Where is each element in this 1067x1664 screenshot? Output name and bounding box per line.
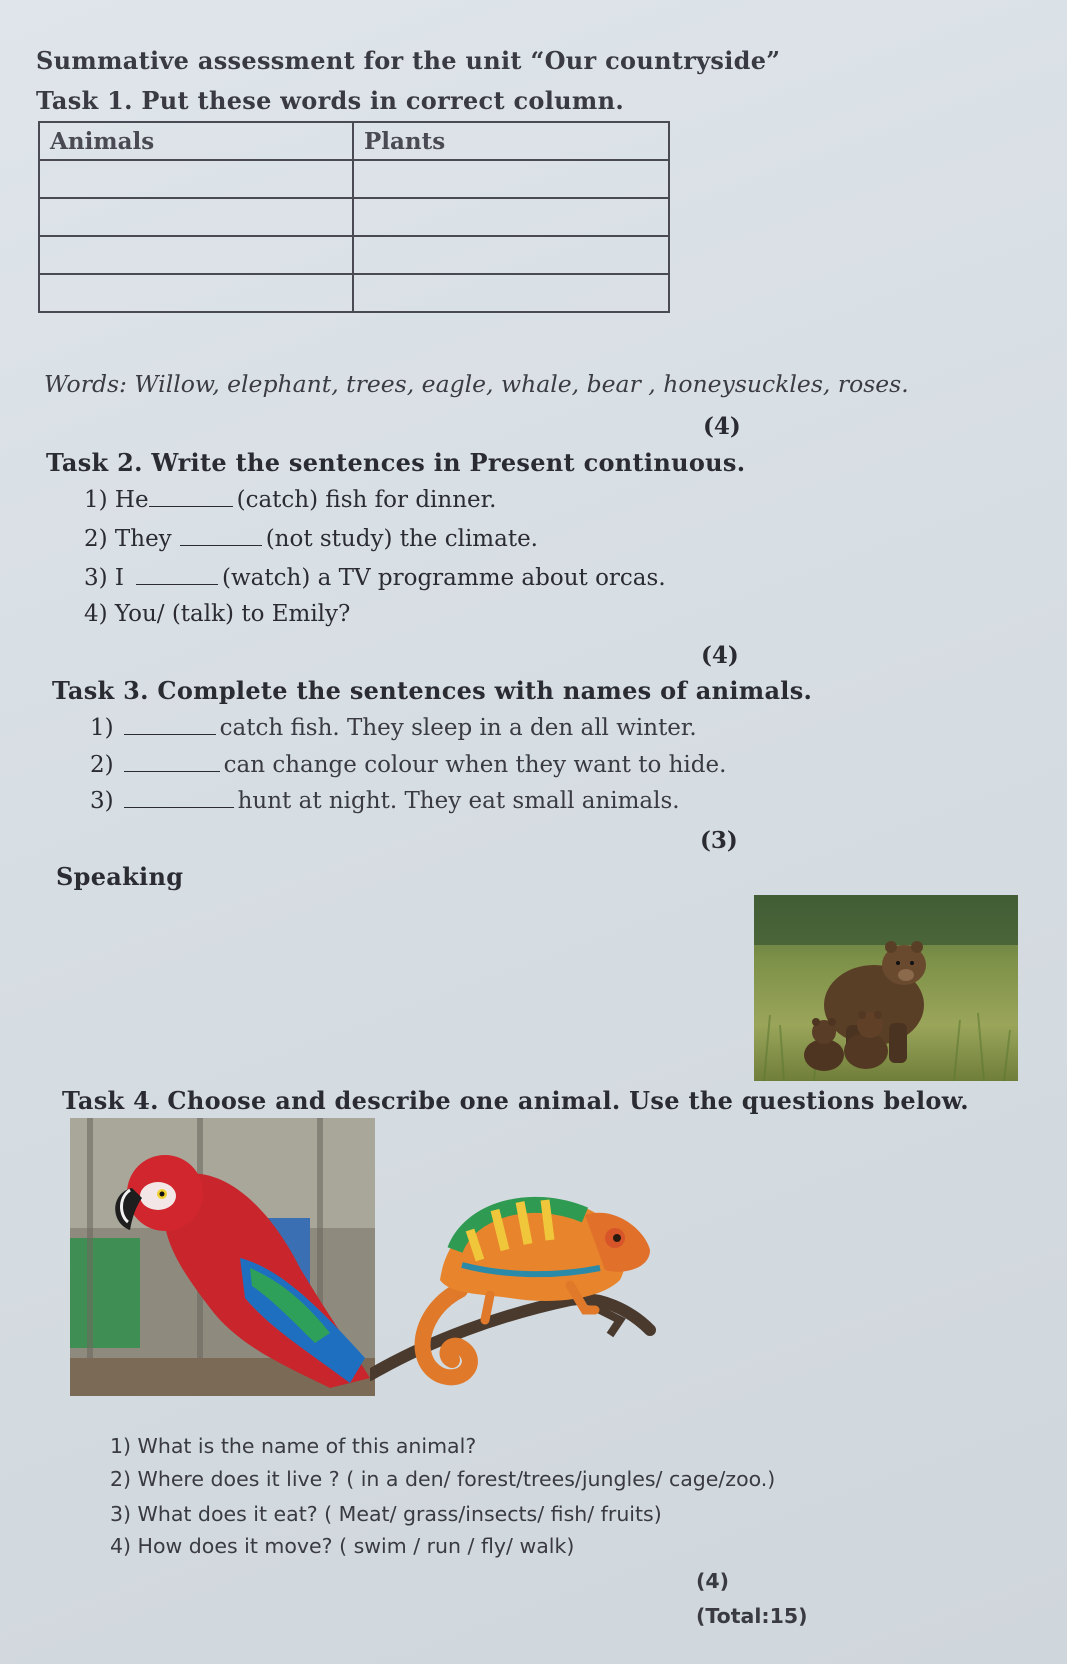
bear-image [754,895,1018,1081]
task4-heading: Task 4. Choose and describe one animal. Use the questions below. [62,1086,969,1115]
total-score: (Total:15) [696,1604,808,1628]
table-row [39,160,669,198]
table-cell[interactable] [353,236,669,274]
question-2: 2) Where does it live ? ( in a den/ forest/trees/jungles/ cage/zoo.) [110,1467,776,1491]
chameleon-image [370,1170,690,1400]
item-text: (not study) the climate. [265,526,538,552]
table-row [39,274,669,312]
item-text: (watch) a TV programme about orcas. [222,565,666,591]
question-4: 4) How does it move? ( swim / run / fly/ walk) [110,1534,575,1558]
task3-score: (3) [700,827,738,854]
item-prefix: 1) [90,715,114,741]
task3-heading: Task 3. Complete the sentences with names of animals. [52,676,813,705]
table-cell[interactable] [353,274,669,312]
task1-words: Words: Willow, elephant, trees, eagle, whale, bear , honeysuckles, roses. [44,370,909,398]
table-row [39,236,669,274]
question-1: 1) What is the name of this animal? [110,1434,477,1458]
table-cell[interactable] [39,198,353,236]
column-header-plants: Plants [353,122,669,160]
bear-photo [754,895,1018,1081]
item-text: (catch) fish for dinner. [236,487,497,513]
speaking-heading: Speaking [56,862,184,891]
item-prefix: 3) [90,788,114,814]
task3-item-1 [90,715,697,741]
answer-blank[interactable] [136,566,218,585]
table-cell[interactable] [353,198,669,236]
chameleon-photo [370,1170,690,1400]
answer-blank[interactable] [149,488,233,507]
answer-blank[interactable] [124,716,216,735]
task2-item-1 [84,487,496,513]
parrot-photo [70,1118,375,1396]
answer-blank[interactable] [124,789,234,808]
page-title: Summative assessment for the unit “Our countryside” [36,46,781,75]
item-prefix: 3) I [84,565,125,591]
item-prefix: 2) [90,752,114,778]
item-text: hunt at night. They eat small animals. [237,788,680,814]
task1-table [38,121,670,313]
item-text: 4) You/ (talk) to Emily? [84,601,351,627]
task3-item-2 [90,752,726,778]
task2-item-3 [84,565,666,591]
task2-score: (4) [701,642,739,669]
item-prefix: 1) He [84,487,149,513]
table-cell[interactable] [39,236,353,274]
task4-score: (4) [696,1569,730,1593]
item-text: can change colour when they want to hide. [223,752,727,778]
item-prefix: 2) They [84,526,172,552]
task1-score: (4) [703,413,741,440]
parrot-image [70,1118,375,1396]
task1-heading: Task 1. Put these words in correct column. [36,86,625,115]
item-text: catch fish. They sleep in a den all winter. [219,715,697,741]
task2-heading: Task 2. Write the sentences in Present continuous. [46,448,746,477]
task2-item-2 [84,526,538,552]
table-cell[interactable] [39,160,353,198]
task2-item-4 [84,601,350,627]
question-3: 3) What does it eat? ( Meat/ grass/insects/ fish/ fruits) [110,1502,662,1526]
table-cell[interactable] [353,160,669,198]
answer-blank[interactable] [124,753,220,772]
task3-item-3 [90,788,680,814]
table-cell[interactable] [39,274,353,312]
column-header-animals: Animals [39,122,353,160]
table-row [39,198,669,236]
answer-blank[interactable] [180,527,262,546]
